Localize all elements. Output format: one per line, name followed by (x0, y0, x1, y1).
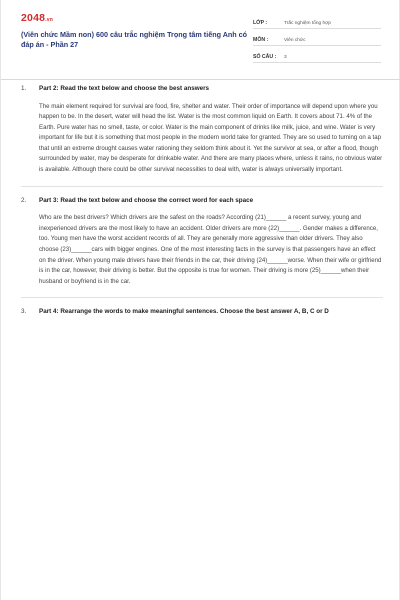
question-item (21, 197, 383, 288)
question-heading (21, 85, 383, 94)
question-heading-text: Part 4: Rearrange the words to make meaningful sentences. Choose the best answer A, B, C or D (39, 308, 329, 316)
document-title: (Viên chức Mầm non) 600 câu trắc nghiệm Trọng tâm tiếng Anh có đáp án - Phần 27 (21, 30, 248, 49)
question-heading-text: Part 3: Read the text below and choose the correct word for each space (39, 196, 254, 204)
meta-value-count: 3 (284, 55, 287, 60)
question-divider (21, 186, 383, 187)
meta-label-subject: MÔN : (253, 37, 269, 43)
meta-label-class: LỚP : (253, 20, 268, 26)
question-heading (21, 197, 383, 206)
question-heading-text: Part 2: Read the text below and choose the best answers (39, 85, 210, 92)
question-number: 2. (21, 196, 27, 204)
logo-main: 2048 (21, 12, 46, 24)
question-number: 1. (21, 85, 27, 92)
question-number: 3. (21, 308, 27, 316)
logo-tld: .vn (45, 17, 53, 23)
question-heading (21, 308, 383, 317)
meta-value-class: Trắc nghiệm tổng hợp (284, 21, 331, 26)
meta-value-subject: Viên chức (284, 38, 306, 43)
question-divider (21, 297, 383, 298)
question-item (21, 80, 383, 176)
site-logo[interactable] (21, 12, 53, 24)
meta-row-subject (253, 31, 381, 46)
question-passage: Who are the best drivers? Which drivers are the safest on the roads? According (21)______ a recent survey, young and inexperienced drivers are the most likely to have an accident. Older drivers are more (22)______. Gender makes a difference, too. Young men have the worst accident records of all. They are generally more aggressive than older drivers. They also choose (23)______cars with bigger engines. One of the most interesting facts in the survey is that passengers have an effect on the driver. When young male drivers have their friends in the car, their driving (24)______worse. When their wife or girlfriend is in the car, however, their driving is better. But the opposite is true for women. Their driving is more (25)______when their husband or boyfriend is in the car. (39, 214, 382, 285)
questions-list (21, 80, 383, 317)
question-item (21, 308, 383, 317)
question-passage: The main element required for survival are food, fire, shelter and water. Their order of importance will depend upon where you happen to be. In the desert, water will head the list. Water is the most common liquid on Earth. It covers about 71. 4% of the Earth. Pure water has no smell, taste, or color. Water is the main component of drinks like milk, juice, and wine. Water is very important for life but it is something that most people in the modern world take for granted. They are so used to turning on a tap that until an extreme drought causes water rationing they seldom think about it. Yet the survivor at sea, or after a flood, though surrounded by water, may be desperate for drinkable water. And there are many places where, unless it rains, no obvious water is available. Although there could be other survival necessities to deal with, water is always universally important. (39, 102, 383, 174)
document-header (1, 0, 400, 80)
meta-info (253, 14, 381, 65)
meta-label-count: SỐ CÂU : (253, 54, 277, 60)
meta-row-count (253, 48, 381, 63)
meta-row-class (253, 14, 381, 29)
